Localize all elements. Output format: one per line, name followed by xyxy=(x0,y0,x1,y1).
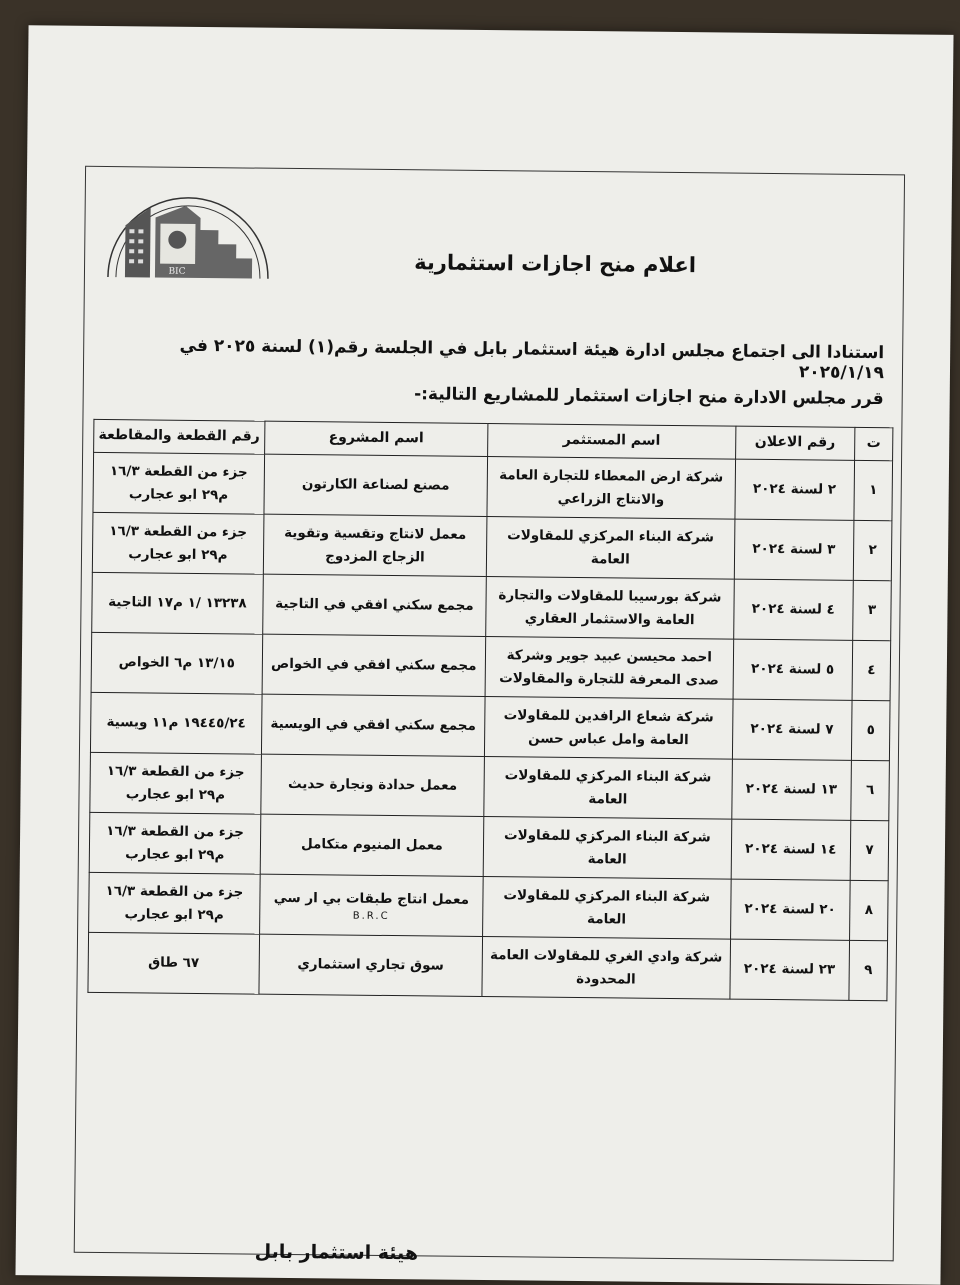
cell-plot: ١٣/١٥ م٦ الخواص xyxy=(91,632,262,694)
cell-announcement: ٢٣ لسنة ٢٠٢٤ xyxy=(729,939,849,1000)
cell-plot: ٦٧ طاق xyxy=(88,932,259,994)
header-announcement: رقم الاعلان xyxy=(735,426,855,460)
cell-announcement: ٤ لسنة ٢٠٢٤ xyxy=(733,579,853,640)
cell-investor: شركة شعاع الرافدين للمقاولات العامة وامل عباس حسن xyxy=(485,697,733,760)
cell-investor: احمد محيسن عبيد جوير وشركة صدى المعرفة للتجارة والمقاولات xyxy=(485,637,733,700)
cell-investor: شركة وادي الغري للمقاولات العامة المحدودة xyxy=(482,936,730,999)
cell-project: مصنع لصناعة الكارتون xyxy=(264,454,488,516)
cell-plot: جزء من القطعة ١٦/٣ م٢٩ ابو عجارب xyxy=(89,812,260,874)
table-row xyxy=(89,812,889,880)
cell-no: ٥ xyxy=(851,700,890,760)
cell-announcement: ٢٠ لسنة ٢٠٢٤ xyxy=(730,879,850,940)
header-investor: اسم المستثمر xyxy=(488,424,736,460)
cell-investor: شركة بورسيبا للمقاولات والتجارة العامة والاستثمار العقاري xyxy=(486,577,734,640)
cell-project: معمل لانتاج وتقسية وتقوية الزجاج المزدوج xyxy=(263,514,487,576)
cell-announcement: ٢ لسنة ٢٠٢٤ xyxy=(734,459,854,520)
intro-line-1: استنادا الى اجتماع مجلس ادارة هيئة استثمار بابل في الجلسة رقم(١) لسنة ٢٠٢٥ في ٢٠٢٥/١/١٩ xyxy=(179,335,885,384)
project-subtitle: B.R.C xyxy=(352,910,390,922)
cell-investor: شركة البناء المركزي للمقاولات العامة xyxy=(483,876,731,939)
table-row xyxy=(90,752,890,820)
signature-org-name: هيئة استثمار بابل xyxy=(254,1240,419,1265)
cell-project: مجمع سكني افقي في التاجية xyxy=(262,574,486,636)
cell-plot: جزء من القطعة ١٦/٣ م٢٩ ابو عجارب xyxy=(92,512,263,574)
table-row xyxy=(90,692,890,760)
project-name: معمل انتاج طبقات بي ار سي xyxy=(273,890,470,909)
table-row xyxy=(93,452,893,520)
cell-plot: جزء من القطعة ١٦/٣ م٢٩ ابو عجارب xyxy=(89,872,260,934)
cell-announcement: ٧ لسنة ٢٠٢٤ xyxy=(732,699,852,760)
cell-project: سوق تجاري استثماري xyxy=(259,934,483,996)
cell-no: ٩ xyxy=(849,940,888,1000)
cell-plot: ١٩٤٤٥/٢٤ م١١ ويسية xyxy=(90,692,261,754)
cell-no: ١ xyxy=(854,460,893,520)
cell-announcement: ١٤ لسنة ٢٠٢٤ xyxy=(731,819,851,880)
cell-investor: شركة البناء المركزي للمقاولات العامة xyxy=(484,757,732,820)
intro-line-2: قرر مجلس الادارة منح اجازات استثمار للمشاريع التالية:- xyxy=(414,384,884,410)
cell-no: ٧ xyxy=(850,820,889,880)
table-row xyxy=(91,632,891,700)
cell-project: معمل حدادة ونجارة حديث xyxy=(261,754,485,816)
licenses-table xyxy=(87,419,893,1001)
table-row xyxy=(92,572,892,640)
cell-plot: ١٣٢٣٨ /١ م١٧ التاجية xyxy=(92,572,263,634)
page-title: اعلام منح اجازات استثمارية xyxy=(414,250,697,278)
cell-investor: شركة ارض المعطاء للتجارة العامة والانتاج الزراعي xyxy=(487,457,735,520)
cell-investor: شركة البناء المركزي للمقاولات العامة xyxy=(483,817,731,880)
cell-no: ٨ xyxy=(850,880,889,940)
document-frame xyxy=(74,166,905,1265)
header-no: ت xyxy=(855,427,893,460)
cell-announcement: ١٣ لسنة ٢٠٢٤ xyxy=(731,759,851,820)
table-row xyxy=(89,872,889,940)
table-row xyxy=(88,932,888,1000)
cell-announcement: ٥ لسنة ٢٠٢٤ xyxy=(733,639,853,700)
cell-project xyxy=(259,874,483,936)
cell-no: ٣ xyxy=(853,580,892,640)
svg-text:BIC: BIC xyxy=(168,266,186,277)
header-plot: رقم القطعة والمقاطعة xyxy=(94,419,265,454)
cell-project: مجمع سكني افقي في الويسية xyxy=(261,694,485,756)
cell-project: مجمع سكني افقي في الخواص xyxy=(262,634,486,696)
cell-plot: جزء من القطعة ١٦/٣ م٢٩ ابو عجارب xyxy=(93,452,264,514)
babylon-investment-logo xyxy=(100,177,276,294)
cell-no: ٤ xyxy=(852,640,891,700)
cell-no: ٦ xyxy=(851,760,890,820)
table-row xyxy=(92,512,892,580)
cell-no: ٢ xyxy=(853,520,892,580)
cell-investor: شركة البناء المركزي للمقاولات العامة xyxy=(486,517,734,580)
cell-announcement: ٣ لسنة ٢٠٢٤ xyxy=(734,519,854,580)
cell-plot: جزء من القطعة ١٦/٣ م٢٩ ابو عجارب xyxy=(90,752,261,814)
cell-project: معمل المنيوم متكامل xyxy=(260,814,484,876)
header-project: اسم المشروع xyxy=(264,421,488,456)
document-page xyxy=(15,25,953,1285)
